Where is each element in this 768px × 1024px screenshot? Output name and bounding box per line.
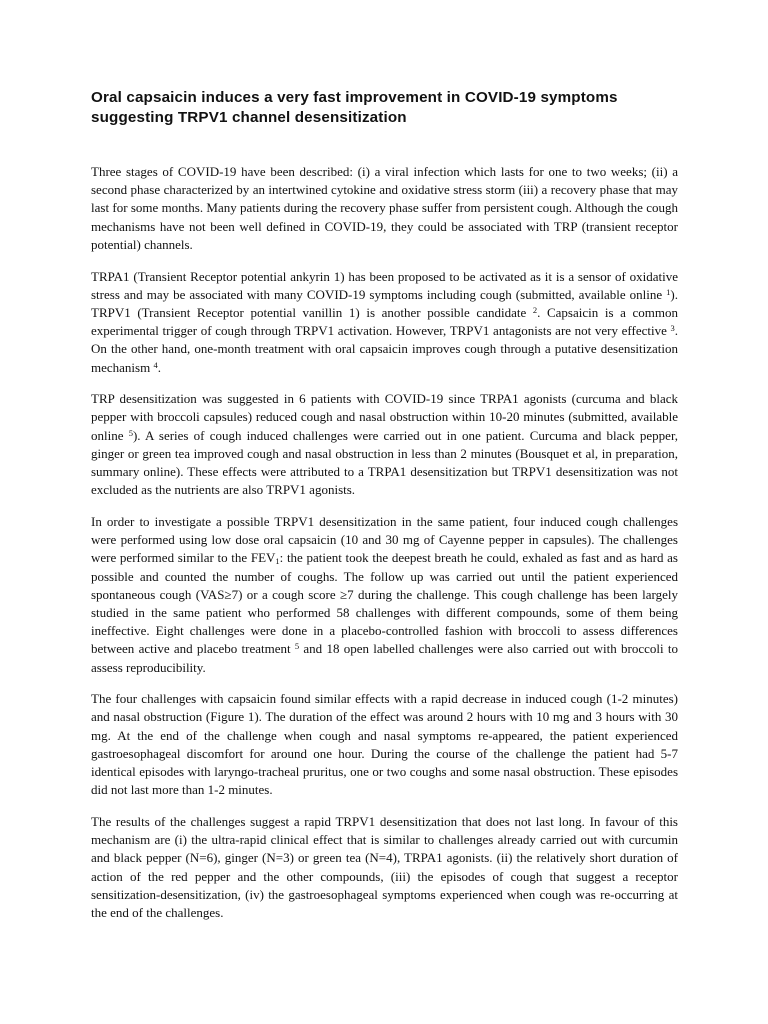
text-segment: and 18 open labelled challenges were also carried out with broccoli to assess reproducibility.	[91, 641, 678, 675]
text-segment: TRPA1 (Transient Receptor potential ankyrin 1) has been proposed to be activated as it is a sensor of oxidative stress and may be associated with many COVID-19 symptoms including cough (submitted, available online	[91, 268, 678, 302]
paragraph-capsaicin-challenges	[91, 513, 678, 677]
text-segment: : the patient took the deepest breath he could, exhaled as fast and as hard as possible and counted the number of coughs. The follow up was carried out until the patient experienced spontaneous cough (VAS≥7) or a cough score ≥7 during the challenge. This cough challenge has been largely studied in the same patient who performed 58 challenges with different compounds, some of them being ineffective. Eight challenges were done in a placebo-controlled fashion with broccoli to assess differences between active and placebo treatment	[91, 550, 678, 657]
text-segment: .	[157, 359, 161, 375]
reference-marker: 2	[532, 304, 538, 315]
reference-marker: 4	[153, 359, 158, 370]
text-segment: ). A series of cough induced challenges were carried out in one patient. Curcuma and black pepper, ginger or green tea improved cough and nasal obstruction in less than 2 minutes (Bousquet et al, in preparation, summary online). These effects were attributed to a TRPA1 desensitization but TRPV1 desensitization was not excluded as the nutrients are also TRPV1 agonists.	[91, 427, 679, 498]
paragraph-stages	[91, 163, 678, 254]
paragraph-challenge-results	[91, 690, 678, 799]
reference-marker: 3	[670, 323, 675, 334]
paragraph-text: The four challenges with capsaicin found similar effects with a rapid decrease in induced cough (1-2 minutes) and nasal obstruction (Figure 1). The duration of the effect was around 2 hours with 10 mg and 3 hours with 30 mg. At the end of the challenge when cough and nasal symptoms re-appeared, the patient experienced gastroesophageal discomfort for around one hour. During the course of the challenge the patient had 5-7 identical episodes with laryngo-tracheal pruritus, one or two coughs and some nasal obstruction. These episodes did not last more than 1-2 minutes.	[91, 691, 678, 798]
paragraph-trp-desensitization	[91, 390, 678, 499]
reference-marker: 5	[128, 427, 133, 438]
paper-title: Oral capsaicin induces a very fast improvement in COVID-19 symptoms suggesting TRPV1 channel desensitization	[91, 89, 618, 126]
text-segment: . Capsaicin is a common experimental trigger of cough through TRPV1 activation. However, TRPV1 antagonists are not very effective	[91, 304, 679, 339]
reference-marker: 5	[294, 641, 300, 652]
text-segment: In order to investigate a possible TRPV1 desensitization in the same patient, four induced cough challenges were performed using low dose oral capsaicin (10 and 30 mg of Cayenne pepper in capsules). The challenges were performed similar to the FEV	[91, 513, 678, 566]
reference-marker: 1	[666, 286, 671, 297]
subscript-marker: 1	[275, 556, 280, 567]
document-page	[91, 88, 678, 936]
paragraph-text: Three stages of COVID-19 have been described: (i) a viral infection which lasts for one to two weeks; (ii) a second phase characterized by an intertwined cytokine and oxidative stress storm (iii) a recovery phase that may last for some months. Many patients during the recovery phase suffer from persistent cough. Although the cough mechanisms have not been well defined in COVID-19, they could be associated with TRP (transient receptor potential) channels.	[91, 164, 678, 252]
paragraph-text: The results of the challenges suggest a rapid TRPV1 desensitization that does not last long. In favour of this mechanism are (i) the ultra-rapid clinical effect that is similar to challenges already carried out with curcumin and black pepper (N=6), ginger (N=3) or green tea (N=4), TRPA1 agonists. (ii) the relatively short duration of action of the red pepper and the other compounds, (iii) the episodes of cough that suggest a receptor sensitization-desensitization, (iv) the gastroesophageal symptoms experienced when cough was re-occurring at the end of the challenges.	[91, 814, 678, 921]
paragraph-trpa1-trpv1	[91, 268, 678, 377]
text-segment: . On the other hand, one-month treatment with oral capsaicin improves cough through a putative desensitization mechanism	[91, 323, 678, 375]
text-segment: TRP desensitization was suggested in 6 patients with COVID-19 since TRPA1 agonists (curcuma and black pepper with broccoli capsules) reduced cough and nasal obstruction within 10-20 minutes (submitted, available online	[91, 391, 678, 443]
text-segment: ). TRPV1 (Transient Receptor potential vanillin 1) is another possible candidate	[91, 286, 678, 320]
paragraph-conclusion	[91, 813, 678, 922]
